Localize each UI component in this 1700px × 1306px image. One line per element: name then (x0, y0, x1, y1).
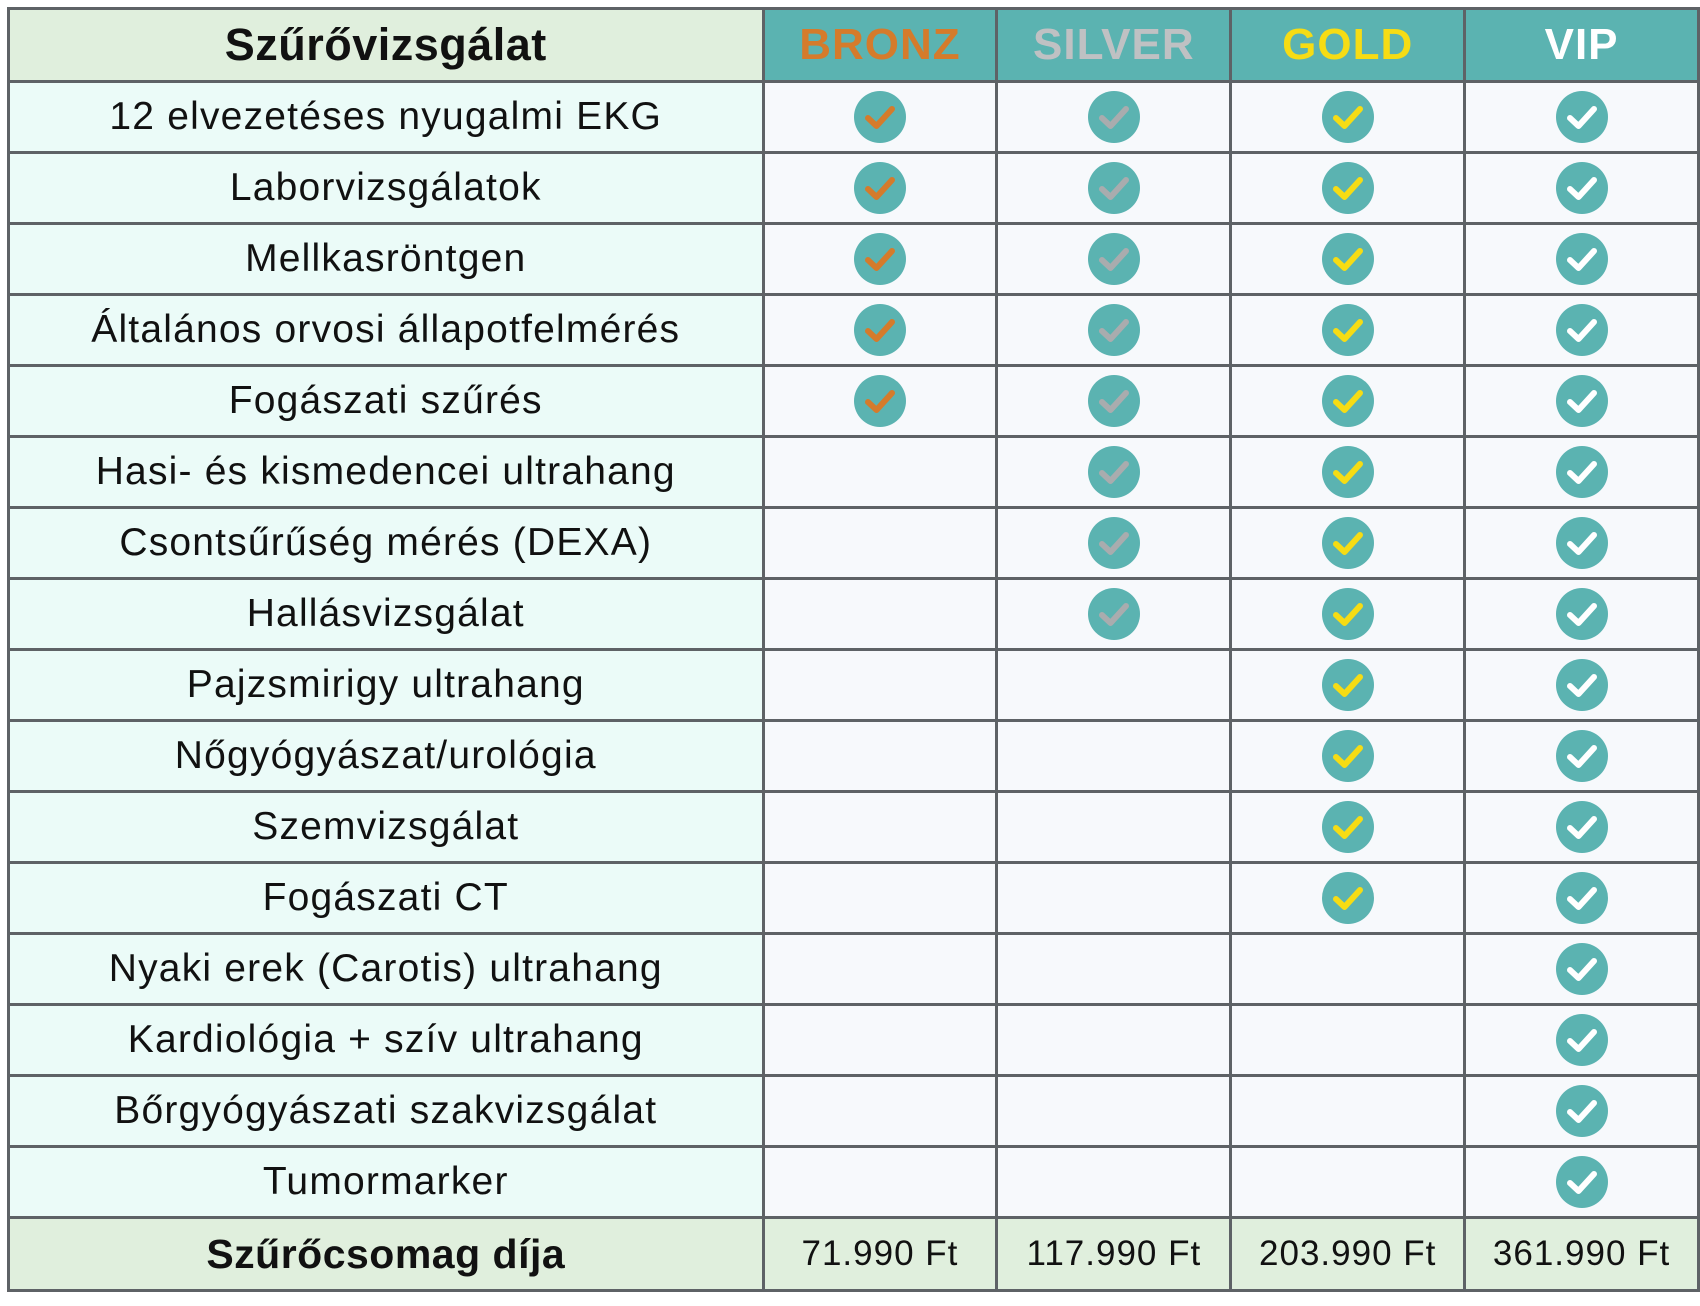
cell-vip (1465, 153, 1699, 224)
check-circle-icon (1321, 800, 1375, 854)
check-circle-icon (1555, 800, 1609, 854)
table-row (9, 82, 1699, 153)
cell-vip (1465, 863, 1699, 934)
cell-gold (1231, 863, 1465, 934)
exam-label: Fogászati CT (9, 863, 764, 934)
check-circle-icon (1321, 871, 1375, 925)
cell-gold (1231, 1076, 1465, 1147)
check-circle-icon (1087, 374, 1141, 428)
cell-silver (997, 792, 1231, 863)
cell-gold (1231, 934, 1465, 1005)
cell-silver (997, 721, 1231, 792)
check-circle-icon (1321, 445, 1375, 499)
check-circle-icon (1555, 587, 1609, 641)
cell-vip (1465, 366, 1699, 437)
cell-bronz (763, 934, 997, 1005)
table-row (9, 224, 1699, 295)
tier-header-gold: GOLD (1231, 9, 1465, 82)
check-circle-icon (1555, 1013, 1609, 1067)
cell-gold (1231, 82, 1465, 153)
cell-gold (1231, 1147, 1465, 1218)
cell-gold (1231, 437, 1465, 508)
table-row (9, 721, 1699, 792)
cell-silver (997, 579, 1231, 650)
tier-header-bronz: BRONZ (763, 9, 997, 82)
cell-gold (1231, 366, 1465, 437)
cell-vip (1465, 579, 1699, 650)
check-circle-icon (1555, 658, 1609, 712)
tier-header-silver: SILVER (997, 9, 1231, 82)
check-circle-icon (1555, 516, 1609, 570)
exam-label: Hasi- és kismedencei ultrahang (9, 437, 764, 508)
cell-bronz (763, 82, 997, 153)
cell-vip (1465, 295, 1699, 366)
check-circle-icon (1321, 90, 1375, 144)
check-circle-icon (1321, 374, 1375, 428)
exam-label: Fogászati szűrés (9, 366, 764, 437)
cell-silver (997, 1147, 1231, 1218)
cell-bronz (763, 366, 997, 437)
exam-label: Hallásvizsgálat (9, 579, 764, 650)
check-circle-icon (1087, 161, 1141, 215)
price-bronz: 71.990 Ft (763, 1218, 997, 1291)
check-circle-icon (1321, 658, 1375, 712)
cell-bronz (763, 650, 997, 721)
price-row (9, 1218, 1699, 1291)
check-circle-icon (1555, 303, 1609, 357)
cell-vip (1465, 1005, 1699, 1076)
cell-bronz (763, 437, 997, 508)
check-circle-icon (1087, 232, 1141, 286)
cell-gold (1231, 295, 1465, 366)
cell-silver (997, 153, 1231, 224)
cell-vip (1465, 224, 1699, 295)
cell-gold (1231, 650, 1465, 721)
cell-gold (1231, 224, 1465, 295)
table-title: Szűrővizsgálat (9, 9, 764, 82)
cell-gold (1231, 508, 1465, 579)
cell-bronz (763, 224, 997, 295)
cell-vip (1465, 934, 1699, 1005)
cell-bronz (763, 721, 997, 792)
check-circle-icon (1087, 90, 1141, 144)
table-row (9, 153, 1699, 224)
check-circle-icon (853, 90, 907, 144)
exam-label: Általános orvosi állapotfelmérés (9, 295, 764, 366)
cell-vip (1465, 82, 1699, 153)
cell-silver (997, 1076, 1231, 1147)
cell-bronz (763, 792, 997, 863)
check-circle-icon (853, 374, 907, 428)
check-circle-icon (1555, 729, 1609, 783)
table-row (9, 437, 1699, 508)
cell-gold (1231, 721, 1465, 792)
table-row (9, 863, 1699, 934)
check-circle-icon (853, 303, 907, 357)
cell-silver (997, 366, 1231, 437)
cell-silver (997, 437, 1231, 508)
table-row (9, 295, 1699, 366)
exam-label: Nőgyógyászat/urológia (9, 721, 764, 792)
cell-silver (997, 650, 1231, 721)
check-circle-icon (1087, 445, 1141, 499)
cell-gold (1231, 1005, 1465, 1076)
check-circle-icon (1321, 729, 1375, 783)
cell-silver (997, 82, 1231, 153)
check-circle-icon (1321, 232, 1375, 286)
cell-bronz (763, 579, 997, 650)
exam-label: 12 elvezetéses nyugalmi EKG (9, 82, 764, 153)
cell-bronz (763, 508, 997, 579)
table-row (9, 934, 1699, 1005)
check-circle-icon (1555, 445, 1609, 499)
cell-bronz (763, 863, 997, 934)
exam-label: Laborvizsgálatok (9, 153, 764, 224)
check-circle-icon (1555, 1084, 1609, 1138)
cell-silver (997, 508, 1231, 579)
header-row (9, 9, 1699, 82)
package-comparison-table (7, 7, 1700, 1292)
cell-vip (1465, 650, 1699, 721)
price-silver: 117.990 Ft (997, 1218, 1231, 1291)
exam-label: Szemvizsgálat (9, 792, 764, 863)
exam-rows (9, 82, 1699, 1218)
exam-label: Kardiológia + szív ultrahang (9, 1005, 764, 1076)
check-circle-icon (853, 161, 907, 215)
check-circle-icon (1555, 1155, 1609, 1209)
check-circle-icon (1555, 871, 1609, 925)
price-row-label: Szűrőcsomag díja (9, 1218, 764, 1291)
check-circle-icon (853, 232, 907, 286)
exam-label: Tumormarker (9, 1147, 764, 1218)
exam-label: Bőrgyógyászati szakvizsgálat (9, 1076, 764, 1147)
check-circle-icon (1555, 232, 1609, 286)
cell-vip (1465, 437, 1699, 508)
cell-bronz (763, 295, 997, 366)
cell-gold (1231, 792, 1465, 863)
cell-bronz (763, 1005, 997, 1076)
check-circle-icon (1087, 516, 1141, 570)
check-circle-icon (1555, 161, 1609, 215)
price-vip: 361.990 Ft (1465, 1218, 1699, 1291)
check-circle-icon (1321, 161, 1375, 215)
exam-label: Nyaki erek (Carotis) ultrahang (9, 934, 764, 1005)
cell-vip (1465, 1147, 1699, 1218)
cell-vip (1465, 721, 1699, 792)
check-circle-icon (1321, 303, 1375, 357)
package-comparison-table-wrapper (7, 7, 1700, 1292)
table-row (9, 1076, 1699, 1147)
exam-label: Csontsűrűség mérés (DEXA) (9, 508, 764, 579)
check-circle-icon (1555, 374, 1609, 428)
table-row (9, 508, 1699, 579)
cell-bronz (763, 1147, 997, 1218)
table-row (9, 1005, 1699, 1076)
exam-label: Pajzsmirigy ultrahang (9, 650, 764, 721)
table-row (9, 792, 1699, 863)
cell-vip (1465, 792, 1699, 863)
check-circle-icon (1321, 516, 1375, 570)
cell-gold (1231, 153, 1465, 224)
cell-vip (1465, 508, 1699, 579)
tier-header-vip: VIP (1465, 9, 1699, 82)
cell-vip (1465, 1076, 1699, 1147)
cell-silver (997, 295, 1231, 366)
cell-bronz (763, 1076, 997, 1147)
cell-silver (997, 224, 1231, 295)
check-circle-icon (1555, 90, 1609, 144)
check-circle-icon (1555, 942, 1609, 996)
check-circle-icon (1087, 303, 1141, 357)
cell-silver (997, 1005, 1231, 1076)
exam-label: Mellkasröntgen (9, 224, 764, 295)
table-row (9, 650, 1699, 721)
check-circle-icon (1321, 587, 1375, 641)
cell-gold (1231, 579, 1465, 650)
cell-bronz (763, 153, 997, 224)
cell-silver (997, 934, 1231, 1005)
table-row (9, 1147, 1699, 1218)
price-gold: 203.990 Ft (1231, 1218, 1465, 1291)
table-row (9, 579, 1699, 650)
cell-silver (997, 863, 1231, 934)
table-row (9, 366, 1699, 437)
check-circle-icon (1087, 587, 1141, 641)
